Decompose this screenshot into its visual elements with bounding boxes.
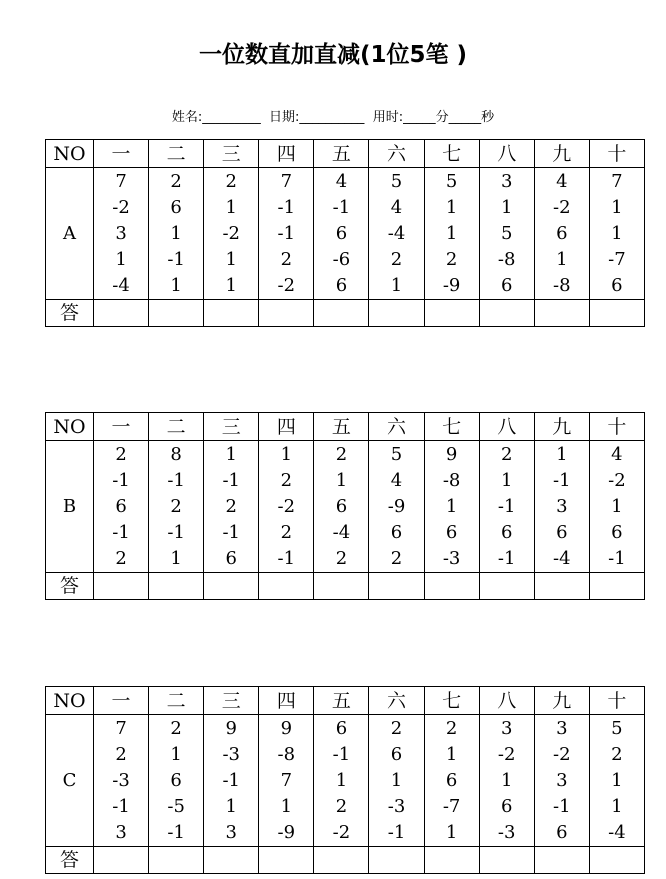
addend-number: -4 [387,223,406,244]
addend-number: 1 [445,197,458,218]
addend-number: 1 [280,796,293,817]
addend-number: -4 [112,275,130,296]
addend-number: -1 [277,223,296,244]
addend-number: -6 [332,249,351,270]
addend-number: 3 [556,770,568,791]
column-header: 一 [94,413,149,441]
addend-number: 8 [170,444,182,465]
addend-number: -1 [112,470,130,491]
addend-number: 6 [335,496,348,517]
addend-number: 9 [445,444,458,465]
no-header: NO [46,140,94,168]
addend-number: 3 [556,718,568,739]
answer-cell[interactable] [259,847,314,874]
addend-number: 1 [390,770,403,791]
addend-number: -8 [442,470,461,491]
addend-number: -4 [332,522,351,543]
addend-number: 2 [500,444,513,465]
column-header: 六 [369,140,424,168]
addend-number: 2 [225,496,237,517]
addend-number: -1 [167,470,185,491]
addend-number: 1 [611,197,623,218]
addend-number: -1 [277,197,296,218]
problem-cell [259,715,314,847]
addend-number: 5 [445,171,458,192]
problem-cell [94,441,149,573]
addend-number: -8 [553,275,571,296]
addend-number: 4 [390,197,403,218]
answer-cell[interactable] [424,573,479,600]
answer-cell[interactable] [589,847,644,874]
header-row [46,140,645,168]
problem-cell [589,441,644,573]
addend-number: 1 [500,197,513,218]
addend-number: 6 [500,522,513,543]
problem-cell [534,715,589,847]
no-header: NO [46,413,94,441]
addend-number: 2 [115,548,127,569]
addend-number: 7 [611,171,623,192]
problem-cell [479,715,534,847]
addend-number: -7 [442,796,461,817]
problem-row [46,168,645,300]
addend-number: 1 [445,496,458,517]
problem-cell [204,715,259,847]
addend-number: -1 [277,548,296,569]
addend-number: -1 [112,522,130,543]
column-header: 二 [149,687,204,715]
answer-cell[interactable] [204,573,259,600]
addend-number: 1 [170,275,182,296]
addend-number: 1 [445,223,458,244]
addend-number: 1 [225,796,237,817]
problem-cell [424,715,479,847]
addend-number: 6 [500,275,513,296]
answer-cell[interactable] [149,573,204,600]
addend-number: 2 [280,522,293,543]
problem-cell [479,168,534,300]
addend-number: 6 [390,522,403,543]
addend-number: -3 [387,796,406,817]
answer-cell[interactable] [314,847,369,874]
addend-number: -3 [497,822,516,843]
column-header: 八 [479,413,534,441]
answer-cell[interactable] [479,847,534,874]
addend-number: -8 [497,249,516,270]
answer-row [46,847,645,874]
addend-number: -1 [167,822,185,843]
addend-number: 2 [445,249,458,270]
addend-number: 2 [611,744,623,765]
column-header: 七 [424,413,479,441]
header-row [46,687,645,715]
addend-number: 7 [115,171,127,192]
addend-number: 1 [170,744,182,765]
answer-cell[interactable] [149,847,204,874]
addend-number: 6 [556,522,568,543]
problem-cell [149,441,204,573]
addend-number: 2 [170,496,182,517]
addend-number: -9 [387,496,406,517]
problem-cell [94,168,149,300]
problem-cell [369,168,424,300]
answer-cell[interactable] [479,573,534,600]
practice-table-a [45,139,645,327]
addend-number: 7 [280,171,293,192]
addend-number: 3 [500,171,513,192]
answer-row [46,573,645,600]
column-header: 十 [589,140,644,168]
addend-number: -9 [442,275,461,296]
answer-label: 答 [46,847,94,874]
addend-number: -2 [277,496,296,517]
column-header: 二 [149,413,204,441]
answer-label: 答 [46,300,94,327]
addend-number: 2 [115,744,127,765]
header-row [46,413,645,441]
practice-table-b [45,412,645,600]
addend-number: 6 [170,197,182,218]
addend-number: 2 [445,718,458,739]
addend-number: -5 [167,796,185,817]
addend-number: -9 [277,822,296,843]
problem-cell [204,168,259,300]
addend-number: 6 [556,223,568,244]
addend-number: 5 [390,444,403,465]
answer-cell[interactable] [424,300,479,327]
addend-number: 2 [390,548,403,569]
answer-cell[interactable] [369,847,424,874]
problem-cell [589,715,644,847]
problem-cell [534,441,589,573]
addend-number: -1 [167,522,185,543]
addend-number: -1 [112,796,130,817]
addend-number: 3 [556,496,568,517]
addend-number: 6 [335,275,348,296]
addend-number: 1 [390,275,403,296]
answer-cell[interactable] [259,573,314,600]
problem-cell [259,168,314,300]
addend-number: 7 [280,770,293,791]
addend-number: -2 [553,744,571,765]
addend-number: 3 [500,718,513,739]
addend-number: 1 [170,223,182,244]
addend-number: 2 [170,718,182,739]
addend-number: 1 [556,444,568,465]
column-header: 五 [314,687,369,715]
addend-number: 1 [225,444,237,465]
addend-number: -1 [553,796,571,817]
addend-number: -1 [222,770,240,791]
student-info-line: 姓名:_________ 日期:__________ 用时:_____分_____秒 [171,110,495,125]
column-header: 二 [149,140,204,168]
answer-cell[interactable] [204,847,259,874]
addend-number: -2 [497,744,516,765]
addend-number: 1 [225,197,237,218]
addend-number: -1 [387,822,406,843]
addend-number: -2 [277,275,296,296]
problem-row [46,715,645,847]
addend-number: -1 [222,470,240,491]
worksheet-title: 一位数直加直减(1位5笔 ) [198,42,468,68]
addend-number: 6 [611,522,623,543]
column-header: 六 [369,413,424,441]
section-label: C [46,715,94,847]
addend-number: -1 [608,548,626,569]
addend-number: 2 [280,470,293,491]
addend-number: -1 [332,744,351,765]
problem-cell [314,441,369,573]
addend-number: 6 [390,744,403,765]
column-header: 九 [534,687,589,715]
addend-number: -8 [277,744,296,765]
addend-number: 2 [225,171,237,192]
addend-number: 1 [611,496,623,517]
answer-cell[interactable] [94,573,149,600]
column-header: 六 [369,687,424,715]
addend-number: 1 [611,796,623,817]
column-header: 八 [479,140,534,168]
problem-row [46,441,645,573]
addend-number: 1 [280,444,293,465]
column-header: 八 [479,687,534,715]
addend-number: -4 [608,822,626,843]
addend-number: -1 [332,197,351,218]
addend-number: 2 [115,444,127,465]
answer-cell[interactable] [589,573,644,600]
addend-number: 2 [335,548,348,569]
answer-cell[interactable] [534,300,589,327]
addend-number: -2 [332,822,351,843]
problem-cell [259,441,314,573]
addend-number: 5 [390,171,403,192]
addend-number: 2 [335,444,348,465]
addend-number: 5 [611,718,623,739]
column-header: 三 [204,140,259,168]
addend-number: -1 [167,249,185,270]
column-header: 一 [94,687,149,715]
column-header: 九 [534,413,589,441]
problem-cell [424,441,479,573]
column-header: 三 [204,687,259,715]
addend-number: 2 [170,171,182,192]
answer-cell[interactable] [369,300,424,327]
addend-number: 1 [445,822,458,843]
addend-number: 9 [225,718,237,739]
addend-number: 1 [611,770,623,791]
addend-number: -2 [553,197,571,218]
problem-cell [314,715,369,847]
addend-number: 6 [335,223,348,244]
answer-row [46,300,645,327]
addend-number: 4 [556,171,568,192]
addend-number: -2 [112,197,130,218]
addend-number: 1 [225,275,237,296]
column-header: 十 [589,687,644,715]
no-header: NO [46,687,94,715]
addend-number: -3 [112,770,130,791]
problem-cell [369,715,424,847]
addend-number: 3 [115,822,127,843]
addend-number: 2 [335,796,348,817]
addend-number: 1 [500,470,513,491]
answer-label: 答 [46,573,94,600]
column-header: 五 [314,140,369,168]
addend-number: 1 [170,548,182,569]
answer-cell[interactable] [149,300,204,327]
answer-cell[interactable] [369,573,424,600]
answer-cell[interactable] [424,847,479,874]
column-header: 七 [424,687,479,715]
problem-cell [94,715,149,847]
addend-number: 6 [115,496,127,517]
problem-cell [149,168,204,300]
column-header: 九 [534,140,589,168]
column-header: 一 [94,140,149,168]
addend-number: -1 [553,470,571,491]
addend-number: 1 [500,770,513,791]
addend-number: 6 [225,548,237,569]
column-header: 三 [204,413,259,441]
addend-number: 1 [611,223,623,244]
addend-number: 6 [556,822,568,843]
addend-number: 1 [335,470,348,491]
addend-number: 3 [225,822,237,843]
column-header: 四 [259,687,314,715]
addend-number: 1 [445,744,458,765]
answer-cell[interactable] [314,300,369,327]
addend-number: 4 [390,470,403,491]
addend-number: 4 [335,171,348,192]
addend-number: 6 [445,770,458,791]
answer-cell[interactable] [589,300,644,327]
answer-cell[interactable] [479,300,534,327]
problem-cell [424,168,479,300]
addend-number: 1 [225,249,237,270]
problem-cell [149,715,204,847]
practice-table-c [45,686,645,874]
addend-number: -7 [608,249,626,270]
addend-number: 6 [170,770,182,791]
addend-number: 7 [115,718,127,739]
problem-cell [369,441,424,573]
answer-cell[interactable] [94,300,149,327]
addend-number: 5 [500,223,513,244]
addend-number: -3 [442,548,461,569]
addend-number: 6 [335,718,348,739]
column-header: 十 [589,413,644,441]
answer-cell[interactable] [314,573,369,600]
answer-cell[interactable] [534,573,589,600]
column-header: 四 [259,413,314,441]
column-header: 五 [314,413,369,441]
addend-number: 4 [611,444,623,465]
addend-number: 6 [445,522,458,543]
section-label: B [46,441,94,573]
problem-cell [589,168,644,300]
column-header: 四 [259,140,314,168]
addend-number: 9 [280,718,293,739]
addend-number: -2 [222,223,240,244]
problem-cell [314,168,369,300]
answer-cell[interactable] [259,300,314,327]
addend-number: 1 [335,770,348,791]
addend-number: 3 [115,223,127,244]
problem-cell [479,441,534,573]
addend-number: -1 [222,522,240,543]
addend-number: -1 [497,496,516,517]
addend-number: 2 [390,718,403,739]
addend-number: 1 [556,249,568,270]
addend-number: 2 [280,249,293,270]
problem-cell [204,441,259,573]
problem-cell [534,168,589,300]
addend-number: -4 [553,548,571,569]
addend-number: -3 [222,744,240,765]
addend-number: 2 [390,249,403,270]
addend-number: -1 [497,548,516,569]
column-header: 七 [424,140,479,168]
addend-number: 6 [611,275,623,296]
addend-number: -2 [608,470,626,491]
answer-cell[interactable] [94,847,149,874]
addend-number: 1 [115,249,127,270]
section-label: A [46,168,94,300]
answer-cell[interactable] [534,847,589,874]
addend-number: 6 [500,796,513,817]
answer-cell[interactable] [204,300,259,327]
